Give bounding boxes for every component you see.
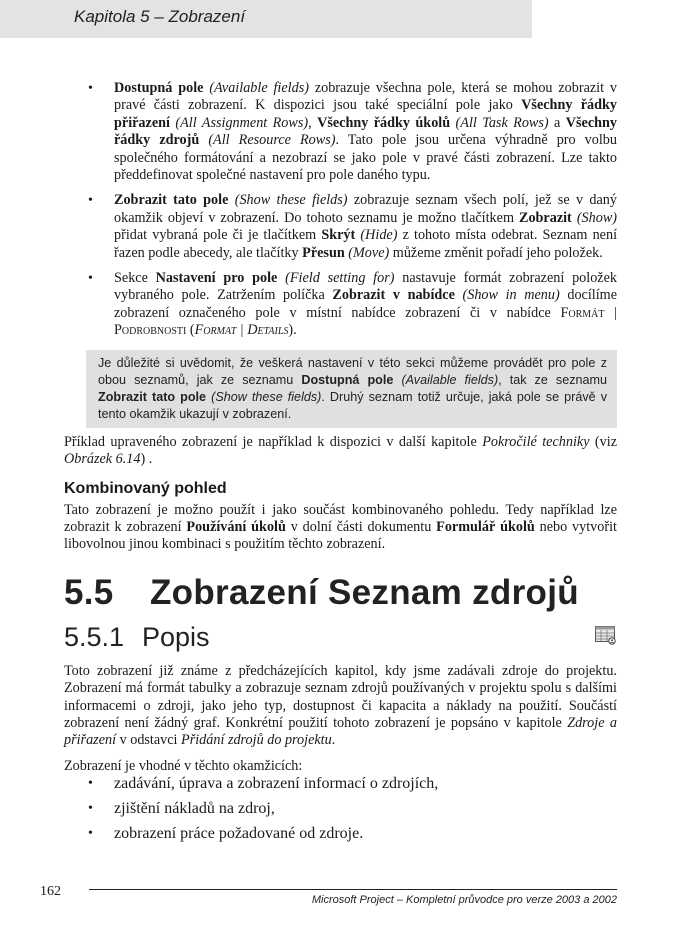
subsection-heading-row xyxy=(64,619,617,655)
resource-sheet-view-icon xyxy=(595,626,617,646)
paragraph-intro: Toto zobrazení již známe z předcházejících kapitol, kdy jsme zadávali zdroje do projektu. Zobrazení má formát tabulky a zobrazuje seznam zdrojů používaných v projektu spolu s dalšími informacemi o zdroji, jako jeho typ, dostupnost či kapacita a náklady na použití. Součástí zobrazení není žádný graf. Konkrétní použití tohoto zobrazení je popsáno v kapitole Zdroje a přiřazení v odstavci Přidání zdrojů do projektu. xyxy=(64,662,618,749)
footer-rule xyxy=(89,889,617,890)
list-item-text: zadávání, úprava a zobrazení informací o zdrojích, xyxy=(114,775,439,793)
page-number: 162 xyxy=(40,884,61,899)
section-title: Zobrazení Seznam zdrojů xyxy=(150,572,579,612)
list-item-show-these-fields xyxy=(64,192,617,262)
list-item xyxy=(64,825,617,843)
use-cases-list xyxy=(64,775,617,843)
page-content xyxy=(64,80,617,850)
list-item-text: zobrazení práce požadované od zdroje. xyxy=(114,825,364,843)
list-item-field-settings xyxy=(64,270,617,340)
subsection-number: 5.5.1 xyxy=(64,621,125,652)
paragraph-available-fields: • Dostupná pole (Available fields) zobrazuje všechna pole, která se mohou zobrazit v pravé části zobrazení. K dispozici jsou také speciální pole jako Všechny řádky přiřazení (All Assignment Rows), Všechny řádky úkolů (All Task Rows) a Všechny řádky zdrojů (All Resource Rows). Tato pole jsou určena výhradně pro volbu společného formátování a nezobrazí se jako pole v pravé části zobrazení. Lze takto předdefinovat společné nastavení pro pole daného typu. xyxy=(114,80,618,184)
subheading-combined-view: Kombinovaný pohled xyxy=(64,479,227,497)
note-box: Je důležité si uvědomit, že veškerá nastavení v této sekci můžeme provádět pro pole z obou seznamů, jak ze seznamu Dostupná pole (Available fields), tak ze seznamu Zobrazit tato pole (Show these fields). Druhý seznam totiž určuje, jaká pole se právě v tento okamžik ukazují v zobrazení. xyxy=(86,350,617,428)
paragraph-when: Zobrazení je vhodné v těchto okamžicích: xyxy=(64,757,303,774)
chapter-header-bar xyxy=(0,0,532,38)
subsection-title: Popis xyxy=(142,621,210,652)
section-number: 5.5 xyxy=(64,572,114,612)
list-item xyxy=(64,800,617,818)
paragraph-show-these-fields: • Zobrazit tato pole (Show these fields) zobrazuje seznam všech polí, jež se v daný okamžik objeví v zobrazení. Do tohoto seznamu je možno tlačítkem Zobrazit (Show) přidat vybraná pole či je tlačítkem Skrýt (Hide) z tohoto místa odebrat. Seznam není řazen podle abecedy, ale tlačítky Přesun (Move) můžeme změnit pořadí jeho položek. xyxy=(114,192,618,261)
paragraph-field-settings: • Sekce Nastavení pro pole (Field setting for) nastavuje formát zobrazení položek vybraného pole. Zatržením políčka Zobrazit v nabídce (Show in menu) docílíme zobrazení označeného pole v místní nabídce zobrazení či v nabídce Formát | Podrobnosti (Format | Details). xyxy=(114,270,617,339)
list-item-text: zjištění nákladů na zdroj, xyxy=(114,800,275,818)
section-heading xyxy=(64,571,617,615)
subsection-heading xyxy=(64,619,617,655)
chapter-title: Kapitola 5 – Zobrazení xyxy=(74,7,246,26)
paragraph-combined-view: Tato zobrazení je možno použít i jako součást kombinovaného pohledu. Tedy například lze zobrazit k zobrazení Používání úkolů v dolní části dokumentu Formulář úkolů nebo vytvořit libovolnou jinou kombinaci s použitím těchto zobrazení. xyxy=(64,501,617,553)
footer-book-title: Microsoft Project – Kompletní průvodce pro verze 2003 a 2002 xyxy=(311,894,617,906)
list-item xyxy=(64,775,617,793)
list-item-available-fields xyxy=(64,80,617,184)
paragraph-example: Příklad upraveného zobrazení je například k dispozici v další kapitole Pokročilé techniky (viz Obrázek 6.14) . xyxy=(64,433,617,468)
field-options-list xyxy=(64,80,617,340)
